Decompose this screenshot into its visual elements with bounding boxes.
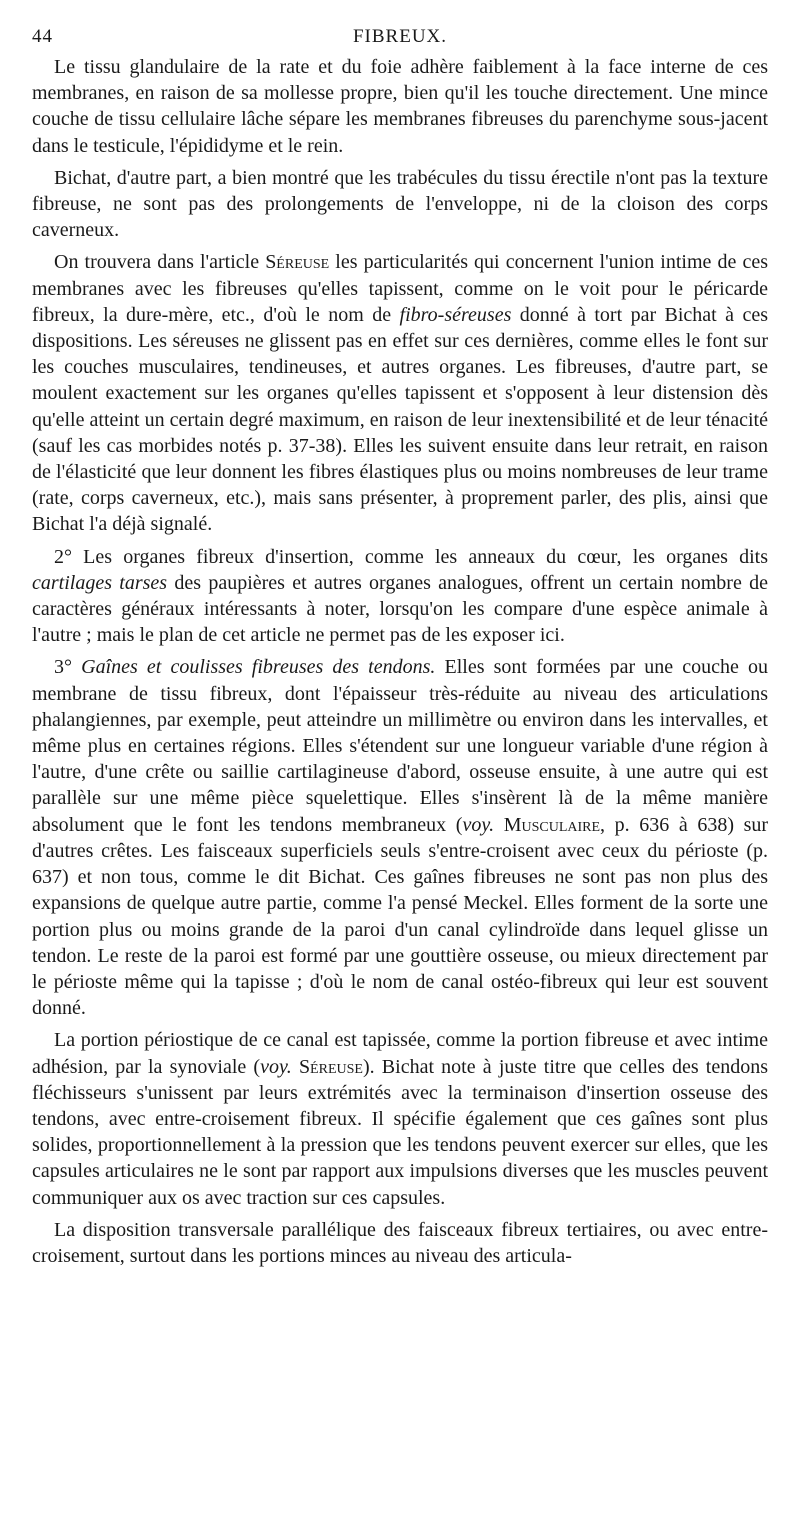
text-run: 2° Les organes fibreux d'insertion, comme les anneaux du cœur, les organes dits: [54, 545, 768, 568]
paragraph-7: La disposition transversale parallélique des faisceaux fibreux tertiaires, ou avec entre-croisement, surtout dans les portions minces au niveau des articula-: [32, 1218, 768, 1267]
text-run: ). Bichat note à juste titre que celles des tendons fléchisseurs s'unissent par leurs extrémités avec la terminaison d'insertion osseuse des tendons, avec entre-croisement fibreux. Il spécifie également que ces gaînes sont plus solides, proportionnellement à la pression que les tendons peuvent exercer sur elles, que les capsules articulaires ne le sont par rapport aux impulsions diverses que les muscles peuvent communiquer aux os avec traction sur ces capsules.: [32, 1055, 768, 1209]
paragraph-2: Bichat, d'autre part, a bien montré que les trabécules du tissu érectile n'ont pas la texture fibreuse, ne sont pas des prolongements de l'enveloppe, ni de la cloison des corps caverneux.: [32, 166, 768, 242]
cross-reference-musculaire: Musculaire: [503, 813, 601, 836]
text-run: donné à tort par Bichat à ces dispositions. Les séreuses ne glissent pas en effet sur ces dernières, comme elles le font sur les couches musculaires, tendineuses, et autres organes. Les fibreuses, d'autre part, se moulent exactement sur les organes qu'elles tapissent et s'opposent à leur distension dès qu'elle atteint un certain degré maximum, en raison de leur inextensibilité et de leur ténacité (sauf les cas morbides notés p. 37-38). Elles les suivent ensuite dans leur retrait, en raison de l'élasticité que leur donnent les fibres élastiques plus ou moins nombreuses de leur trame (rate, corps caverneux, etc.), mais sans présenter, à proprement parler, des plis, ainsi que Bichat l'a déjà signalé.: [32, 303, 768, 536]
page-number: 44: [32, 26, 53, 47]
text-run: On trouvera dans l'article: [54, 251, 266, 274]
text-run: [292, 1056, 299, 1078]
page-header: [32, 26, 768, 52]
text-run: [494, 814, 504, 836]
paragraph-5: [32, 654, 768, 1021]
cross-reference-sereuse: Séreuse: [265, 251, 330, 274]
running-title: FIBREUX.: [352, 26, 448, 47]
book-page: [32, 26, 768, 1275]
voy-abbreviation: voy.: [462, 813, 495, 836]
term-fibro-sereuses: fibro-séreuses: [399, 303, 512, 326]
text-run: 3°: [54, 656, 82, 679]
text-run: Elles sont formées par une couche ou membrane de tissu fibreux, dont l'épaisseur très-réduite au niveau des articulations phalangiennes, par exemple, peut atteindre un millimètre ou environ dans les intervalles, et même plus en certaines régions. Elles s'étendent sur une longueur variable d'une région à l'autre, d'une crête ou saillie cartilagineuse d'abord, osseuse ensuite, à une autre qui est parallèle sur une même pièce squelettique. Elles s'insèrent là de la même manière absolument que le font les tendons membraneux (: [32, 656, 769, 836]
voy-abbreviation: voy.: [260, 1055, 292, 1078]
page-body: [32, 54, 768, 1269]
paragraph-4: [32, 544, 768, 649]
cross-reference-sereuse: Séreuse: [298, 1055, 363, 1078]
paragraph-6: [32, 1027, 768, 1210]
section-heading-gaines: Gaînes et coulisses fibreuses des tendons.: [81, 656, 436, 679]
term-cartilages-tarses: cartilages tarses: [32, 571, 168, 594]
text-run: , p. 636 à 638) sur d'autres crêtes. Les faisceaux superficiels seuls s'entre-croisent avec ceux du périoste (p. 637) et non tous, comme le dit Bichat. Ces gaînes fibreuses ne sont pas non plus des expansions de quelque autre partie, comme l'a pensé Meckel. Elles forment de la sorte une portion plus ou moins grande de la paroi d'un canal cylindroïde dans lequel glisse un tendon. Le reste de la paroi est formé par une gouttière osseuse, ou mieux directement par le périoste même qui la tapisse ; d'où le nom de canal ostéo-fibreux qui leur est souvent donné.: [32, 813, 769, 1020]
text-run: les particularités qui concernent l'union intime de ces membranes avec les fibreuses qu'elles tapissent, comme on le voit pour le péricarde fibreux, la dure-mère, etc., d'où le nom de: [32, 251, 768, 326]
text-run: La portion périostique de ce canal est tapissée, comme la portion fibreuse et avec intime adhésion, par la synoviale (: [32, 1029, 768, 1078]
paragraph-3: [32, 249, 768, 537]
text-run: des paupières et autres organes analogues, offrent un certain nombre de caractères généraux intéressants à noter, lorsqu'on les compare d'une espèce animale à l'autre ; mais le plan de cet article ne permet pas de les exposer ici.: [32, 571, 768, 647]
paragraph-1: Le tissu glandulaire de la rate et du foie adhère faiblement à la face interne de ces membranes, en raison de sa mollesse propre, bien qu'il les touche directement. Une mince couche de tissu cellulaire lâche sépare les membranes fibreuses du parenchyme sous-jacent dans le testicule, l'épididyme et le rein.: [32, 56, 768, 157]
